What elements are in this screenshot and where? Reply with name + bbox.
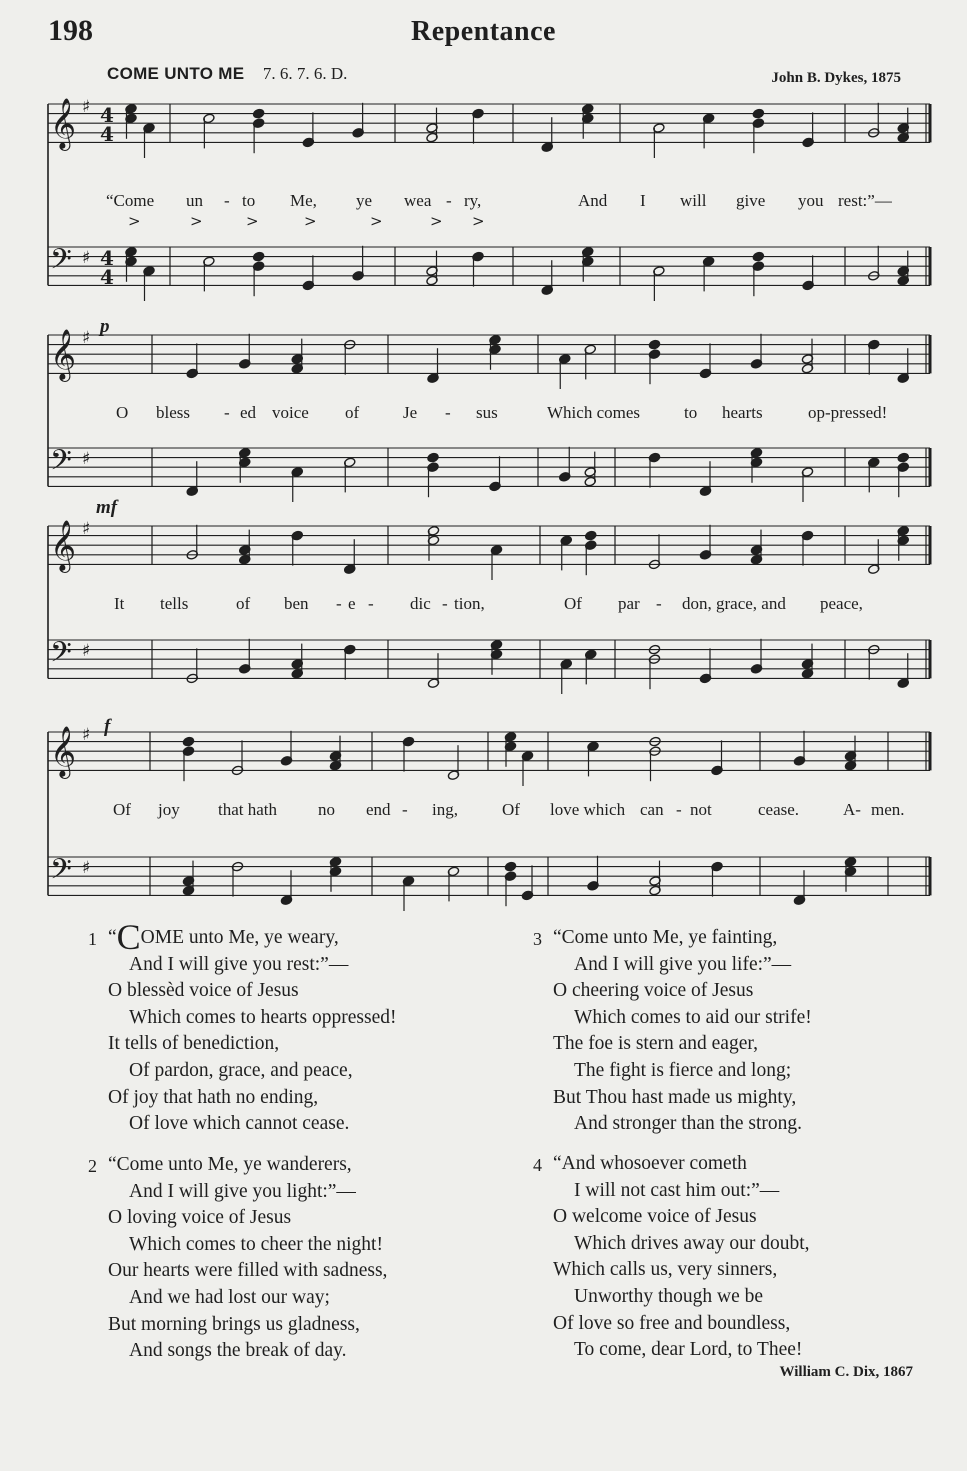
lyric-syllable: -	[445, 403, 451, 422]
verse-line: O welcome voice of Jesus	[553, 1206, 757, 1228]
lyric-syllable: not	[690, 800, 712, 819]
verse-line	[108, 917, 397, 957]
tune-meter: 7. 6. 7. 6. D.	[262, 64, 348, 83]
lyric-syllable: can	[640, 800, 664, 819]
accent-mark: >	[304, 212, 317, 230]
lyric-syllable: tells	[160, 594, 189, 613]
verse-line: “And whosoever cometh	[553, 1153, 747, 1174]
lyric-syllable: voice	[272, 403, 309, 422]
bass-clef-icon: 𝄢	[50, 243, 72, 283]
verse-line: Which comes to hearts oppressed!	[129, 1006, 397, 1028]
verse-line: I will not cast him out:”—	[574, 1179, 780, 1201]
verse-line: And we had lost our way;	[129, 1286, 330, 1308]
page-number: 198	[48, 14, 93, 47]
dynamic-forte: f	[104, 716, 111, 737]
verse-line: Of pardon, grace, and peace,	[129, 1059, 353, 1081]
verse-line: But Thou hast made us mighty,	[553, 1086, 797, 1108]
lyric-syllable: ing,	[432, 800, 458, 819]
verse-line: Of joy that hath no ending,	[108, 1086, 319, 1108]
verse-line: It tells of benediction,	[108, 1033, 280, 1055]
verse-first-line-rest: OME unto Me, ye weary,	[140, 927, 339, 948]
sharp-icon: ♯	[82, 248, 91, 268]
section-title: Repentance	[411, 16, 556, 47]
dynamic-mezzo-forte: mf	[96, 497, 118, 518]
verse-line: Which comes to cheer the night!	[129, 1233, 383, 1255]
lyric-syllable: men.	[871, 800, 905, 819]
lyric-syllable: sus	[476, 403, 498, 422]
time-signature-denominator: 4	[100, 265, 114, 289]
lyric-syllable: dic	[410, 594, 431, 613]
time-signature-numerator: 4	[100, 103, 114, 127]
lyric-syllable: hearts	[722, 403, 763, 422]
lyric-syllable: bless	[156, 403, 190, 422]
verse-line: O loving voice of Jesus	[108, 1207, 292, 1229]
composer-credit: John B. Dykes, 1875	[771, 70, 901, 86]
lyric-syllable: A-	[843, 800, 861, 819]
note-head	[585, 530, 597, 541]
verse-line: Our hearts were filled with sadness,	[108, 1260, 388, 1282]
lyric-syllable: you	[798, 191, 824, 210]
lyric-syllable: joy	[158, 800, 180, 819]
lyric-syllable: e	[348, 594, 356, 613]
accent-mark: >	[430, 212, 443, 230]
note-head	[182, 736, 194, 747]
lyric-syllable: Me,	[290, 191, 317, 210]
treble-clef-icon: 𝄞	[50, 726, 77, 777]
lyric-syllable: Of	[564, 594, 582, 613]
verse-line: O blessèd voice of Jesus	[108, 980, 299, 1002]
note-head	[504, 861, 516, 872]
lyric-syllable: wea	[404, 191, 432, 210]
sharp-icon: ♯	[82, 519, 91, 539]
note-head	[897, 452, 909, 463]
note-head	[752, 108, 764, 119]
lyric-syllable: Which comes	[547, 403, 640, 422]
note-head	[252, 108, 264, 119]
lyric-syllable: -	[446, 191, 452, 210]
lyric-syllable: And	[578, 191, 608, 210]
drop-cap: C	[116, 917, 141, 957]
dynamic-piano: p	[100, 316, 110, 337]
verse-line: “Come unto Me, ye wanderers,	[108, 1154, 352, 1175]
lyric-syllable: of	[345, 403, 360, 422]
verse-line: O cheering voice of Jesus	[553, 980, 754, 1002]
verse-line: Which calls us, very sinners,	[553, 1259, 778, 1281]
lyric-syllable: peace,	[820, 594, 863, 613]
lyric-syllable: Je	[403, 403, 418, 422]
verse-line: And stronger than the strong.	[574, 1113, 803, 1135]
bass-clef-icon: 𝄢	[50, 636, 72, 676]
accent-mark: >	[246, 212, 259, 230]
lyric-syllable: -	[442, 594, 448, 613]
verse-line: Of love so free and boundless,	[553, 1312, 791, 1334]
verse-2	[108, 1152, 387, 1365]
lyric-syllable: give	[736, 191, 766, 210]
accent-mark: >	[128, 212, 141, 230]
lyric-syllable: par	[618, 594, 640, 613]
lyric-syllable: -	[676, 800, 682, 819]
lyric-syllable: It	[114, 594, 125, 613]
time-signature-denominator: 4	[100, 122, 114, 146]
bass-clef-icon: 𝄢	[50, 444, 72, 484]
sharp-icon: ♯	[82, 328, 91, 348]
verse-line: But morning brings us gladness,	[108, 1313, 360, 1335]
lyric-syllable: of	[236, 594, 251, 613]
lyric-syllable: love which	[550, 800, 626, 819]
lyric-syllable: un	[186, 191, 203, 210]
tune-name: COME UNTO ME	[107, 64, 245, 83]
lyric-syllable: -	[656, 594, 662, 613]
lyric-syllable: rest:”—	[838, 191, 892, 210]
sharp-icon: ♯	[82, 858, 91, 878]
accent-mark: >	[472, 212, 485, 230]
lyric-syllable: ry,	[464, 191, 482, 210]
verse-number: 4	[533, 1155, 542, 1175]
lyric-syllable: Of	[502, 800, 520, 819]
verse-3	[553, 925, 812, 1138]
note-head	[752, 251, 764, 262]
lyric-syllable: ben	[284, 594, 309, 613]
verse-4	[553, 1151, 810, 1364]
treble-clef-icon: 𝄞	[50, 98, 77, 149]
lyric-syllable: -	[336, 594, 342, 613]
lyric-syllable: -	[402, 800, 408, 819]
verse-line: “Come unto Me, ye fainting,	[553, 927, 778, 948]
note-head	[427, 452, 439, 463]
treble-clef-icon: 𝄞	[50, 329, 77, 380]
lyric-syllable: ye	[356, 191, 373, 210]
time-signature-numerator: 4	[100, 246, 114, 270]
lyric-syllable: cease.	[758, 800, 800, 819]
sharp-icon: ♯	[82, 449, 91, 469]
verse-line: The fight is fierce and long;	[574, 1059, 792, 1081]
lyric-syllable: to	[684, 403, 698, 422]
verse-line: And songs the break of day.	[129, 1340, 347, 1362]
verse-line: Which drives away our doubt,	[574, 1232, 810, 1254]
verse-1	[108, 917, 397, 1138]
lyric-syllable: I	[640, 191, 646, 210]
verse-number: 3	[533, 929, 542, 949]
verse-number: 1	[88, 929, 97, 949]
lyric-syllable: don, grace, and	[682, 594, 786, 613]
verse-line: To come, dear Lord, to Thee!	[574, 1339, 803, 1361]
verse-line: And I will give you light:”—	[129, 1180, 356, 1202]
lyric-syllable: “Come	[106, 191, 155, 210]
sharp-icon: ♯	[82, 97, 91, 117]
lyric-syllable: that hath	[218, 800, 278, 819]
bass-clef-icon: 𝄢	[50, 853, 72, 893]
verse-line: Unworthy though we be	[574, 1285, 764, 1307]
verse-line: And I will give you rest:”—	[129, 953, 349, 975]
lyric-syllable: will	[680, 191, 707, 210]
verse-line: Which comes to aid our strife!	[574, 1006, 812, 1028]
author-credit: William C. Dix, 1867	[779, 1364, 913, 1380]
accent-mark: >	[370, 212, 383, 230]
lyric-syllable: end	[366, 800, 391, 819]
lyric-syllable: O	[116, 403, 129, 422]
open-quote: “	[108, 927, 117, 948]
lyric-syllable: no	[318, 800, 335, 819]
lyric-syllable: -	[368, 594, 374, 613]
treble-clef-icon: 𝄞	[50, 520, 77, 571]
note-head	[252, 251, 264, 262]
note-head	[648, 339, 660, 350]
lyric-syllable: ed	[240, 403, 257, 422]
lyric-syllable: to	[242, 191, 256, 210]
verse-line: And I will give you life:”—	[574, 953, 792, 975]
lyric-syllable: Of	[113, 800, 131, 819]
lyric-syllable: op-pressed!	[808, 403, 888, 422]
lyric-syllable: -	[224, 191, 230, 210]
lyric-syllable: -	[224, 403, 230, 422]
verse-line: The foe is stern and eager,	[553, 1033, 758, 1055]
sharp-icon: ♯	[82, 725, 91, 745]
accent-mark: >	[190, 212, 203, 230]
sharp-icon: ♯	[82, 641, 91, 661]
lyric-syllable: tion,	[454, 594, 485, 613]
verse-line: Of love which cannot cease.	[129, 1113, 350, 1135]
verse-number: 2	[88, 1156, 97, 1176]
